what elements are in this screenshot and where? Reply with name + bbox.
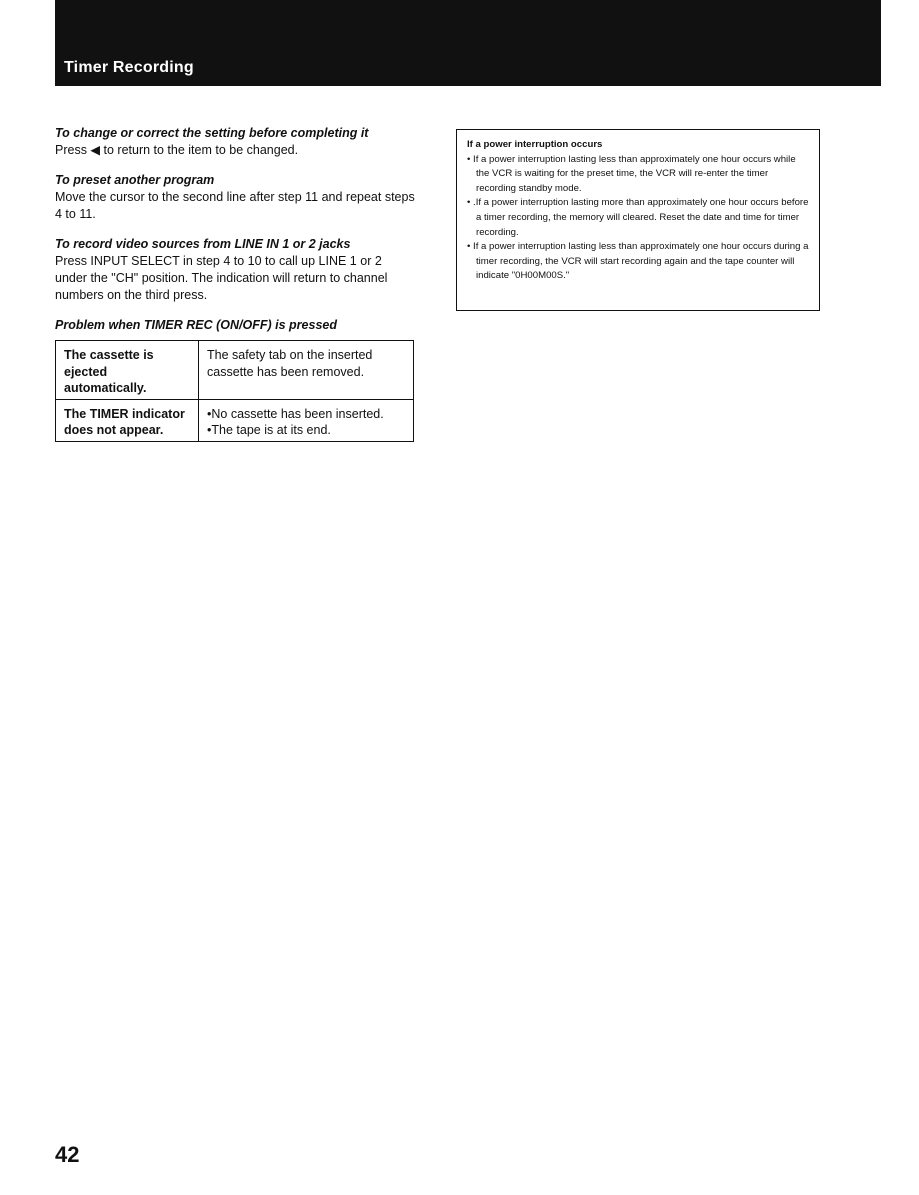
section-problem <box>55 317 415 442</box>
section-preset-another <box>55 172 415 223</box>
section-body: Press ◀ to return to the item to be changed. <box>55 143 299 157</box>
section-heading: To change or correct the setting before completing it <box>55 126 369 140</box>
page-number: 42 <box>55 1142 80 1167</box>
problem-cause: The safety tab on the inserted cassette has been removed. <box>207 348 373 379</box>
left-column <box>55 125 415 442</box>
note-title: If a power interruption occurs <box>467 139 603 150</box>
problem-condition: The TIMER indicator does not appear. <box>56 399 199 441</box>
problem-cause-cell <box>199 341 414 400</box>
problem-cause-cell <box>199 399 414 441</box>
problem-cause: •The tape is at its end. <box>207 423 331 437</box>
section-heading: To record video sources from LINE IN 1 or 2 jacks <box>55 237 351 251</box>
table-row <box>56 341 414 400</box>
note-item: • .If a power interruption lasting more than approximately one hour occurs before a timer recording, the memory will cleared. Reset the date and time for timer recording. <box>467 197 809 238</box>
section-body: Move the cursor to the second line after step 11 and repeat steps 4 to 11. <box>55 190 415 221</box>
problem-table <box>55 340 414 442</box>
note-item: • If a power interruption lasting less than approximately one hour occurs while the VCR is waiting for the preset time, the VCR will re-enter the timer recording standby mode. <box>467 153 796 194</box>
problem-heading: Problem when TIMER REC (ON/OFF) is pressed <box>55 318 337 332</box>
note-item: • If a power interruption lasting less than approximately one hour occurs during a timer recording, the VCR will start recording again and the tape counter will indicate "0H00M00S." <box>467 241 809 282</box>
power-interruption-note <box>456 129 820 311</box>
section-body: Press INPUT SELECT in step 4 to 10 to call up LINE 1 or 2 under the "CH" position. The indication will return to channel numbers on the third press. <box>55 254 388 302</box>
problem-condition: The cassette is ejected automatically. <box>56 341 199 400</box>
section-change-setting <box>55 125 415 159</box>
section-line-in <box>55 236 415 304</box>
problem-cause: •No cassette has been inserted. <box>207 406 384 421</box>
section-heading: To preset another program <box>55 173 215 187</box>
page-title: Timer Recording <box>64 59 194 76</box>
table-row <box>56 399 414 441</box>
